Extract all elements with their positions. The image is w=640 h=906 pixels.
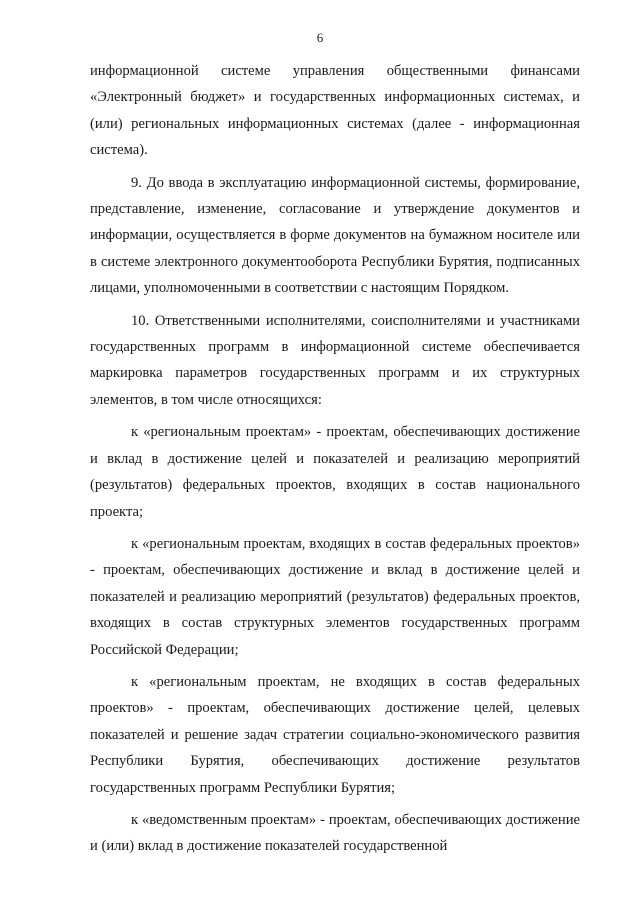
list-item-regional-projects: к «региональным проектам» - проектам, обеспечивающих достижение и вклад в достижение целей и показателей и реализацию мероприятий (результатов) федеральных проектов, входящих в состав национального проекта;: [90, 424, 580, 520]
paragraph-continuation: информационной системе управления общественными финансами «Электронный бюджет» и государственных информационных системах, и (или) региональных информационных системах (далее - информационная система).: [90, 63, 580, 159]
page-number: 6: [316, 30, 324, 45]
list-item-regional-projects-not-in-federal: к «региональным проектам, не входящих в состав федеральных проектов» - проектам, обеспечивающих достижение целей, целевых показателей и решение задач стратегии социально-экономического развития Республики Бурятия, обеспечивающих достижение результатов государственных программ Республики Бурятия;: [90, 673, 580, 796]
paragraph-9: 9. До ввода в эксплуатацию информационной системы, формирование, представление, изменение, согласование и утверждение документов и информации, осуществляется в форме документов на бумажном носителе или в системе электронного документооборота Республики Бурятия, подписанных лицами, уполномоченными в соответствии с настоящим Порядком.: [90, 174, 580, 297]
list-item-departmental-projects: к «ведомственным проектам» - проектам, обеспечивающих достижение и (или) вклад в достижение показателей государственной: [90, 811, 580, 855]
paragraph-10: 10. Ответственными исполнителями, соисполнителями и участниками государственных программ в информационной системе обеспечивается маркировка параметров государственных программ и их структурных элементов, в том числе относящихся:: [90, 312, 580, 408]
document-body: [90, 58, 580, 866]
list-item-regional-projects-in-federal: к «региональным проектам, входящих в состав федеральных проектов» - проектам, обеспечивающих достижение и вклад в достижение целей и показателей и реализацию мероприятий (результатов) федеральных проектов, входящих в состав структурных элементов государственных программ Российской Федерации;: [90, 535, 580, 658]
